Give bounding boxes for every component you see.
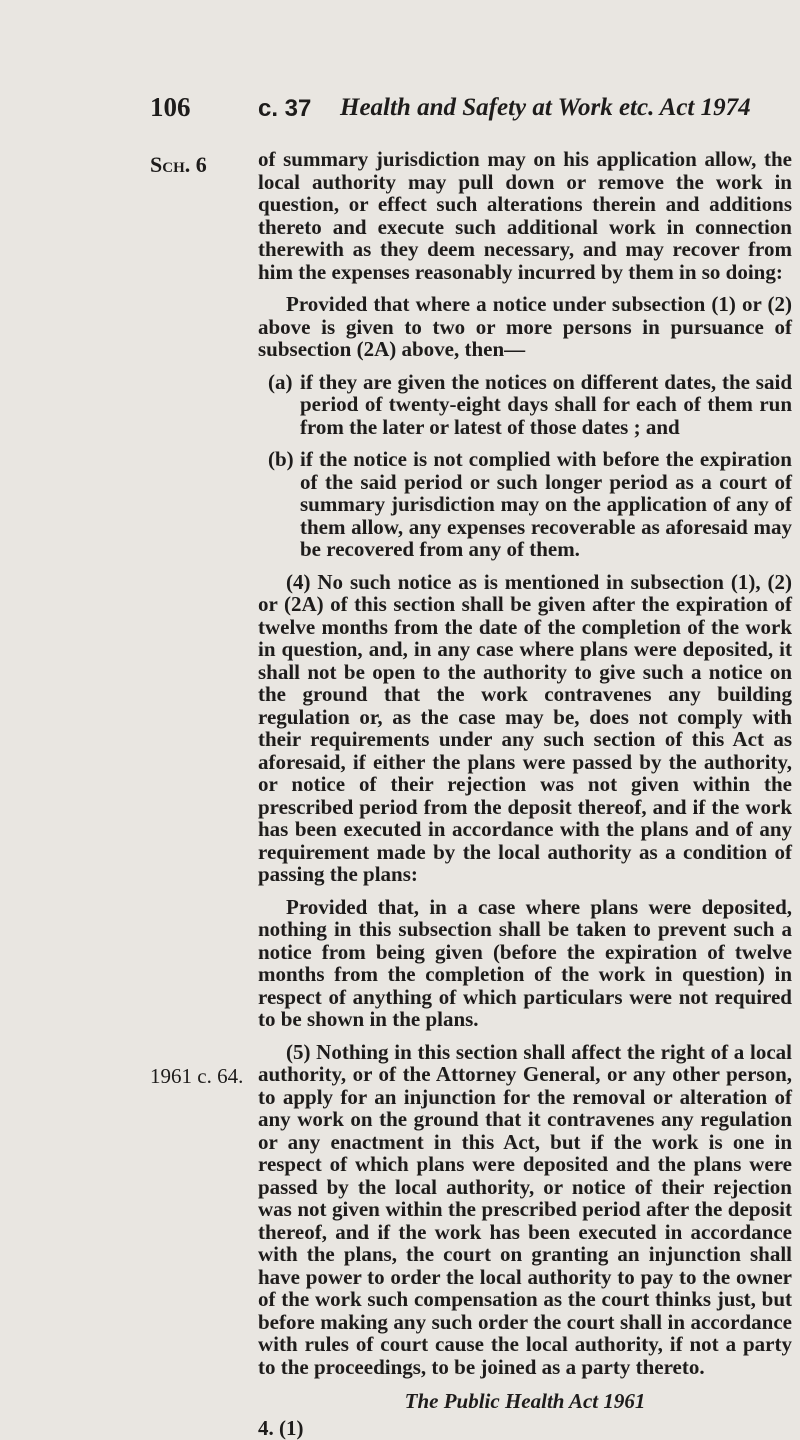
proviso-paragraph: Provided that where a notice under subsection (1) or (2) above is given to two or more persons in pursuance of subsection (2A) above, then— xyxy=(258,292,792,361)
subsection-5: (5) Nothing in this section shall affect the right of a local authority, or of the Attorney General, or any other person, to apply for an injunction for the removal or alteration of any work on the ground that it contravenes any regulation or any enactment in this Act, but if the work is one in respect of which plans were deposited and the plans were passed by the local authority, or notice of their rejection was not given within the prescribed period after the deposit thereof, and if the work has been executed in accordance with the plans, the court on granting an injunction shall have power to order the local authority to pay to the owner of the work such compensation as the court thinks just, but before making any such order the court shall in accordance with rules of court cause the local authority, if not a party to the proceedings, to be joined as a party thereto. xyxy=(258,1039,792,1379)
subparagraph-label: (a) xyxy=(268,369,293,394)
subparagraph-label: (b) xyxy=(268,447,294,471)
chapter-number: c. 37 xyxy=(258,95,312,122)
paragraph-continuation: of summary jurisdiction may on his application allow, the local authority may pull down or remove the work in question, or effect such alterations therein and additions thereto and execute such additional work in connection therewith as they deem necessary, and may recover from him the expenses reasonably incurred by them in so doing: xyxy=(258,147,792,284)
running-title: Health and Safety at Work etc. Act 1974 xyxy=(340,94,751,121)
margin-schedule-note: Sch. 6 xyxy=(150,152,207,177)
subparagraph-a xyxy=(258,371,792,439)
subsection-4-proviso: Provided that, in a case where plans were deposited, nothing in this subsection shall be taken to prevent such a notice from being given (before the expiration of twelve months from the completion of the work in question) in respect of anything of which particulars were not required to be shown in the plans. xyxy=(258,894,792,1031)
body-text xyxy=(258,148,792,1439)
act-heading: The Public Health Act 1961 xyxy=(404,1389,646,1413)
subsection-4: (4) No such notice as is mentioned in subsection (1), (2) or (2A) of this section shall be given after the expiration of twelve months from the date of the completion of the work in question, and, in any case where plans were deposited, it shall not be open to the authority to give such a notice on the ground that the work contravenes any building regulation or, as the case may be, does not comply with their requirements under any such section of this Act as aforesaid, if either the plans were passed by the authority, or notice of their rejection was not given within the prescribed period from the deposit thereof, and if the work has been executed in accordance with the plans and of any requirement made by the local authority as a condition of passing the plans: xyxy=(258,569,792,886)
section-start: 4. (1) xyxy=(258,1415,304,1440)
subparagraph-text: if they are given the notices on different dates, the said period of twenty-eight days shall for each of them run from the later or latest of those dates ; and xyxy=(300,369,792,439)
page-number: 106 xyxy=(150,92,191,122)
subparagraph-b xyxy=(258,448,792,561)
subparagraph-text: if the notice is not complied with before the expiration of the said period or such longer period as a court of summary jurisdiction may on the application of any of them allow, any expenses recoverable as aforesaid may be recovered from any of them. xyxy=(300,447,792,561)
margin-citation-note: 1961 c. 64. xyxy=(150,1064,244,1088)
